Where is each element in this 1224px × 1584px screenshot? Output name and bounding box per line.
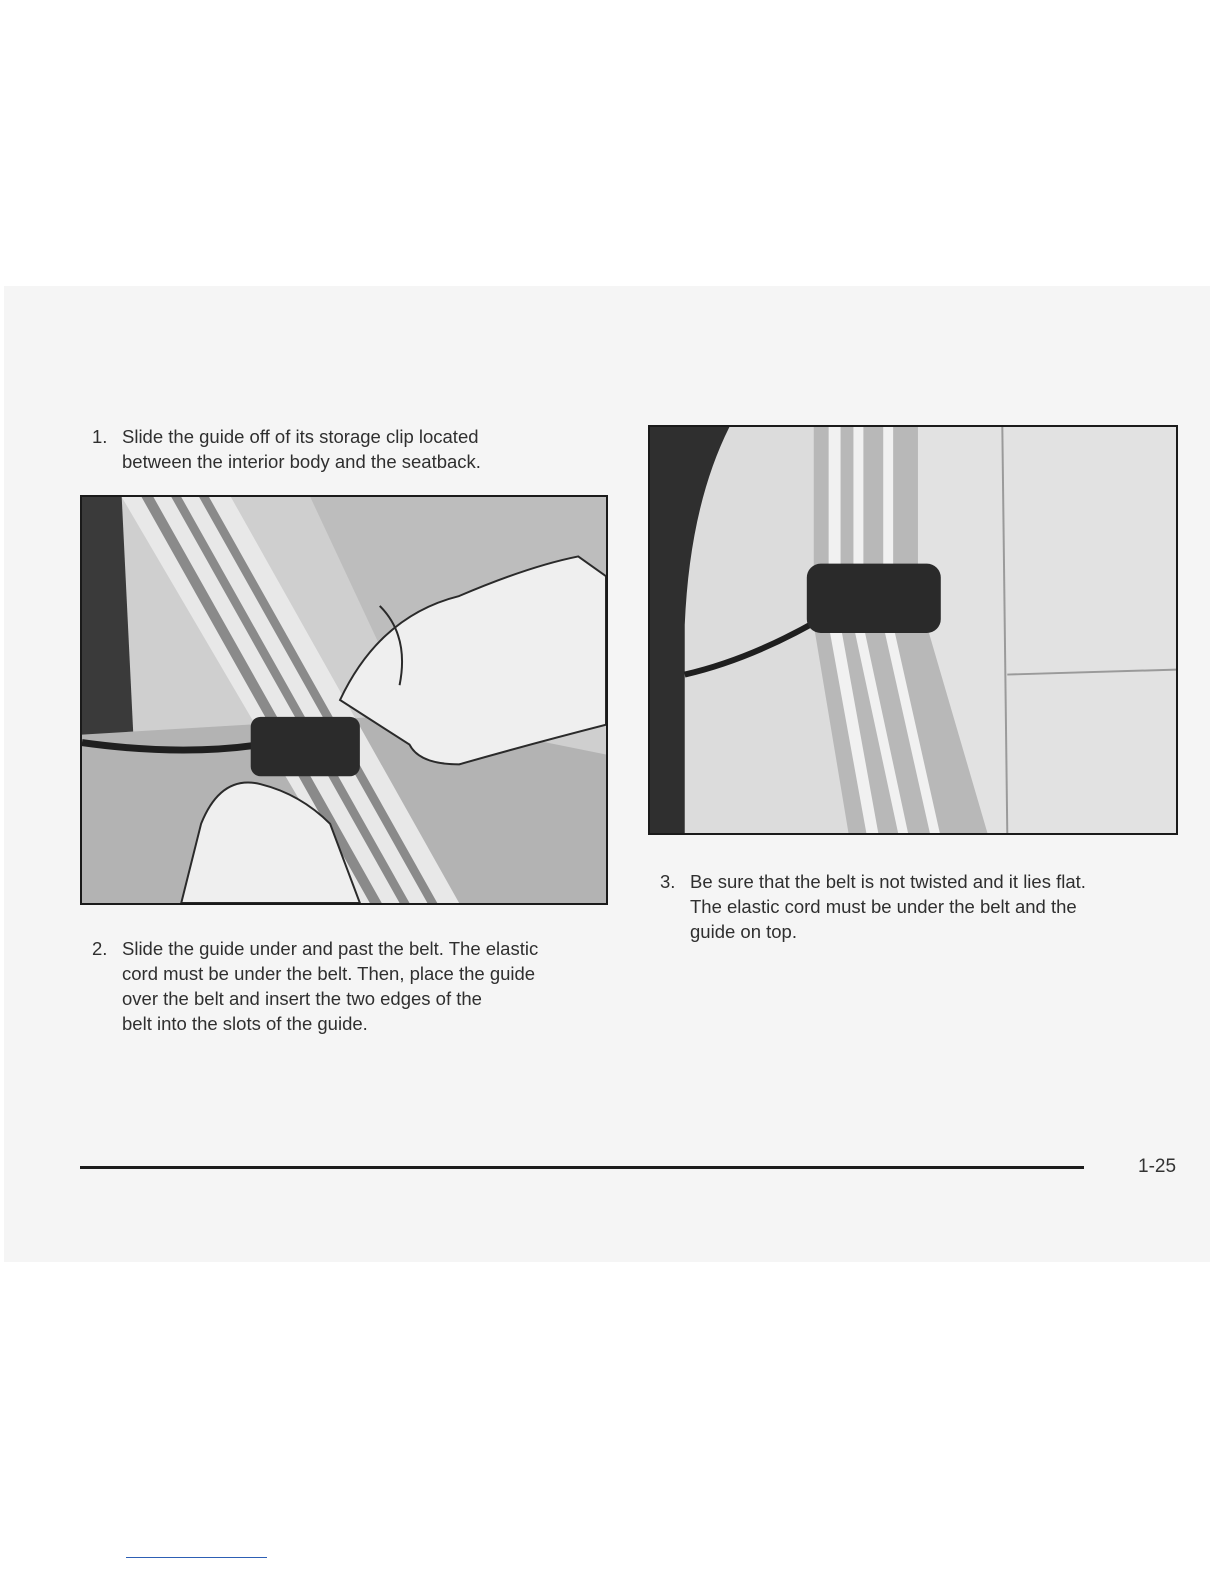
step-2-text: Slide the guide under and past the belt. The elastic cord must be under the belt. Then, place the guide over the belt and insert the two edges of the belt into the slots of the guide. (122, 938, 539, 1034)
illustration-guide-removal (80, 495, 608, 905)
illustration-guide-removal-drawing (82, 497, 606, 903)
step-1 (92, 424, 592, 476)
illustration-guide-installed-drawing (650, 427, 1176, 833)
bottom-link-underline (126, 1557, 267, 1558)
step-1-number: 1. (92, 426, 108, 447)
step-3-number: 3. (660, 871, 676, 892)
step-3 (660, 869, 1180, 946)
step-2-number: 2. (92, 938, 108, 959)
step-1-text: Slide the guide off of its storage clip located between the interior body and the seatback. (122, 426, 481, 472)
page-number: 1-25 (1138, 1156, 1177, 1177)
footer-rule (80, 1166, 1084, 1169)
step-3-text: Be sure that the belt is not twisted and it lies flat. The elastic cord must be under the belt and the guide on top. (690, 871, 1086, 942)
step-2 (92, 936, 612, 1038)
illustration-guide-installed (648, 425, 1178, 835)
